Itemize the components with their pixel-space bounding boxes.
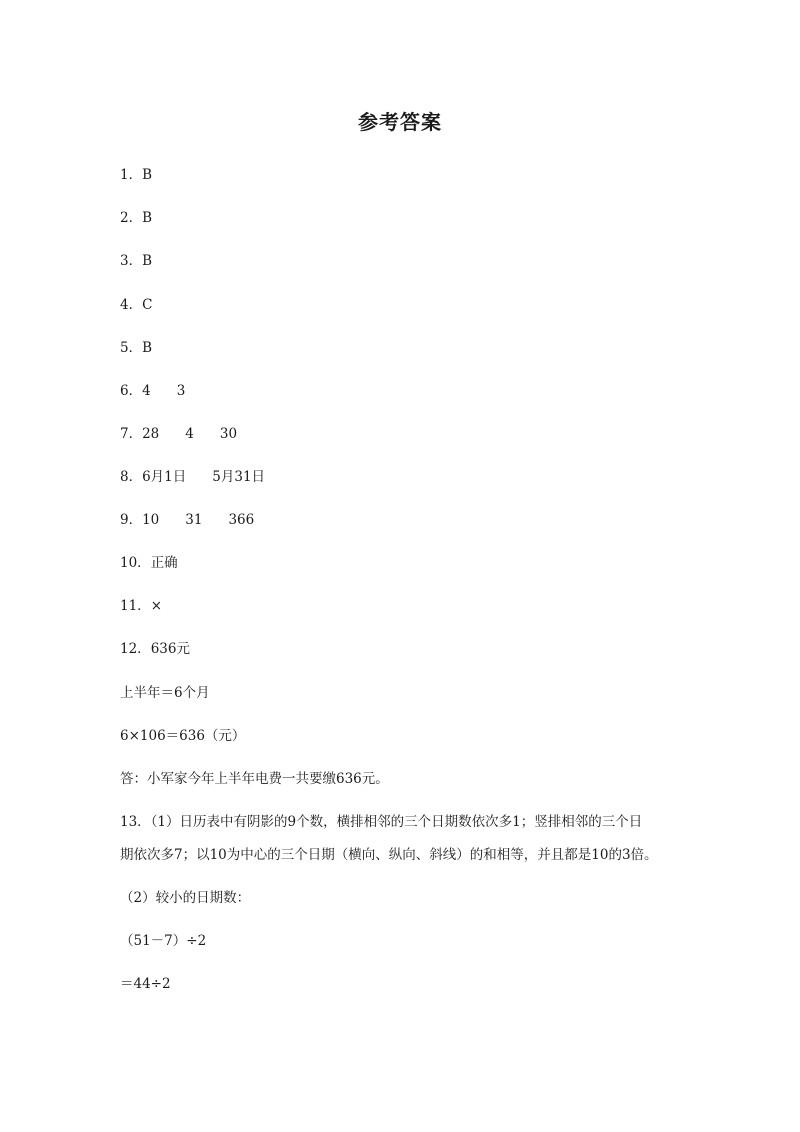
answer-value: 5月31日 [212,469,266,485]
answer-3 [120,252,152,270]
answer-1 [120,166,152,184]
answer-value: B [142,167,153,183]
q12-answer-sentence: 答：小军家今年上半年电费一共要缴636元。 [120,771,389,787]
answer-number: 4． [120,297,143,313]
answer-number: 13． [120,814,151,830]
answer-number: 11． [120,598,151,614]
answer-value: 636元 [150,641,190,657]
answer-9 [120,511,254,529]
answer-12 [120,640,190,658]
answer-value: B [142,210,153,226]
answer-value: B [142,253,153,269]
answer-value: 28 [142,426,160,442]
answer-number: 8． [120,469,143,485]
answer-number: 3． [120,253,143,269]
answer-4 [120,296,152,314]
q13-text: （1）日历表中有阴影的9个数，横排相邻的三个日期数依次多1；竖排相邻的三个日 [150,814,643,830]
answer-number: 2． [120,210,143,226]
answer-5 [120,339,152,357]
answer-value: B [142,340,153,356]
answer-8 [120,468,265,486]
q13-part1-line1 [120,813,642,831]
q13-calc-line: （51－7）÷2 [120,933,207,949]
q12-work-line: 上半年＝6个月 [120,685,210,701]
answer-10 [120,554,178,572]
answer-value: 4 [142,383,151,399]
answer-value: 正确 [150,555,178,571]
answer-value: 366 [228,512,255,528]
answer-2 [120,209,152,227]
answer-value: 31 [185,512,203,528]
q13-part2-heading: （2）较小的日期数： [120,890,251,906]
answer-value: × [150,598,162,614]
answer-value: C [142,297,153,313]
page-title: 参考答案 [358,110,442,134]
answer-number: 1． [120,167,143,183]
answer-6 [120,382,185,400]
answer-value: 3 [176,383,186,399]
q13-part1-line2: 期依次多7；以10为中心的三个日期（横向、纵向、斜线）的和相等，并且都是10的3倍。 [120,847,658,863]
answer-7 [120,425,237,443]
answer-11 [120,597,162,615]
answer-number: 9． [120,512,143,528]
answer-number: 10． [120,555,151,571]
answer-value: 6月1日 [142,469,187,485]
q12-work-line: 6×106＝636（元） [120,728,246,744]
answer-number: 12． [120,641,151,657]
answer-number: 6． [120,383,143,399]
answer-number: 5． [120,340,143,356]
answer-number: 7． [120,426,143,442]
answer-value: 4 [185,426,194,442]
answer-value: 10 [142,512,160,528]
answer-value: 30 [219,426,238,442]
q13-calc-line: ＝44÷2 [120,976,171,992]
